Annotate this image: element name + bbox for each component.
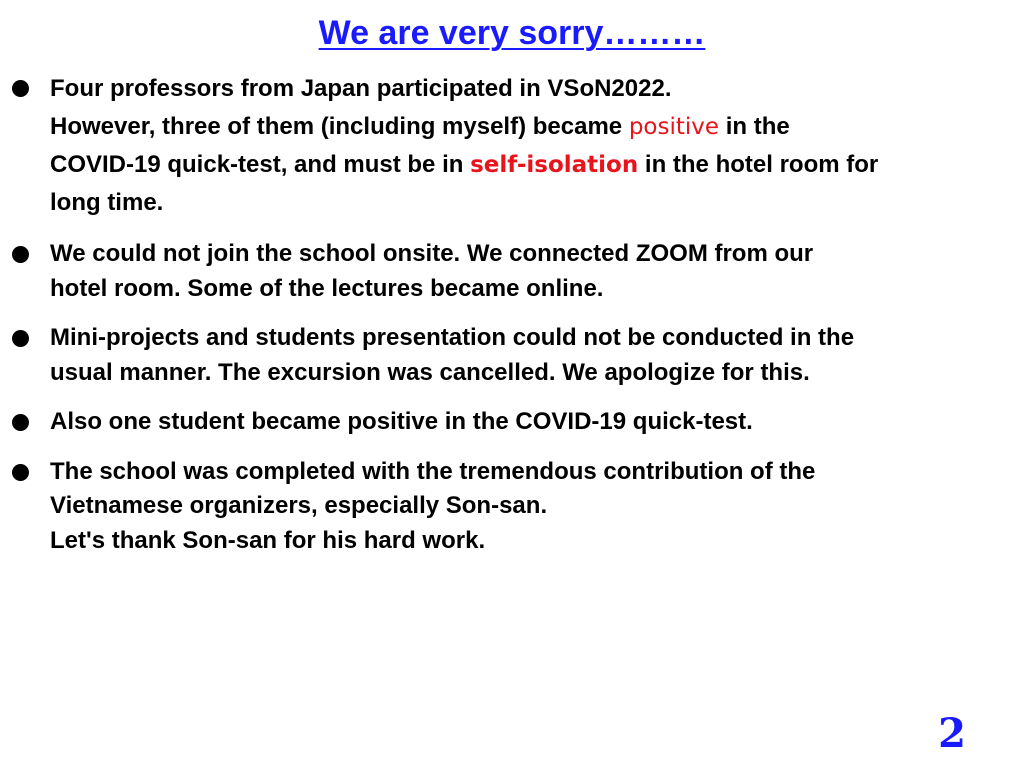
bullet-1-line-3 (50, 146, 1018, 184)
bullet-1-text-e: in the hotel room for (638, 151, 879, 178)
bullet-item-4 (10, 405, 1018, 440)
bullet-3-line-1: Mini-projects and students presentation could not be conducted in the (50, 324, 855, 351)
bullet-1-line-4 (50, 184, 1018, 222)
bullet-1-text-b: However, three of them (including myself) became (50, 113, 629, 140)
bullet-1-line-2 (50, 108, 1018, 146)
slide-title-text: We are very sorry……… (318, 14, 706, 52)
bullet-5-line-3: Let's thank Son-san for his hard work. (50, 526, 486, 554)
bullet-1-text-d: COVID-19 quick-test, and must be in (50, 151, 471, 178)
bullet-dot-icon (12, 414, 29, 431)
bullet-dot-icon (12, 246, 29, 263)
bullet-2-line-2: hotel room. Some of the lectures became online. (50, 274, 604, 302)
bullet-5-line-1: The school was completed with the tremendous contribution of the (50, 457, 816, 485)
bullet-dot-icon (12, 80, 29, 97)
bullet-item-2 (10, 237, 1018, 306)
bullet-1-text-f: long time. (50, 189, 164, 216)
bullet-1-text-c: in the (719, 113, 790, 140)
bullet-4-line-1: Also one student became positive in the COVID-19 quick-test. (50, 408, 753, 435)
page-number: 2 (938, 710, 966, 757)
bullet-5-line-2: Vietnamese organizers, especially Son-san. (50, 492, 548, 519)
bullet-list (10, 70, 1018, 573)
highlight-self-isolation: self-isolation (470, 152, 639, 178)
bullet-item-3 (10, 321, 1018, 390)
highlight-positive: positive (628, 114, 720, 140)
bullet-dot-icon (12, 464, 29, 481)
bullet-3-line-2: usual manner. The excursion was cancelled. We apologize for this. (50, 358, 810, 386)
bullet-1-line-1 (50, 70, 1018, 108)
bullet-1-text-a: Four professors from Japan participated in VSoN2022. (50, 75, 672, 102)
bullet-dot-icon (12, 330, 29, 347)
slide-title (0, 12, 1024, 54)
bullet-item-5 (10, 455, 1018, 559)
bullet-item-1 (10, 70, 1018, 222)
bullet-2-line-1: We could not join the school onsite. We connected ZOOM from our (50, 240, 814, 267)
